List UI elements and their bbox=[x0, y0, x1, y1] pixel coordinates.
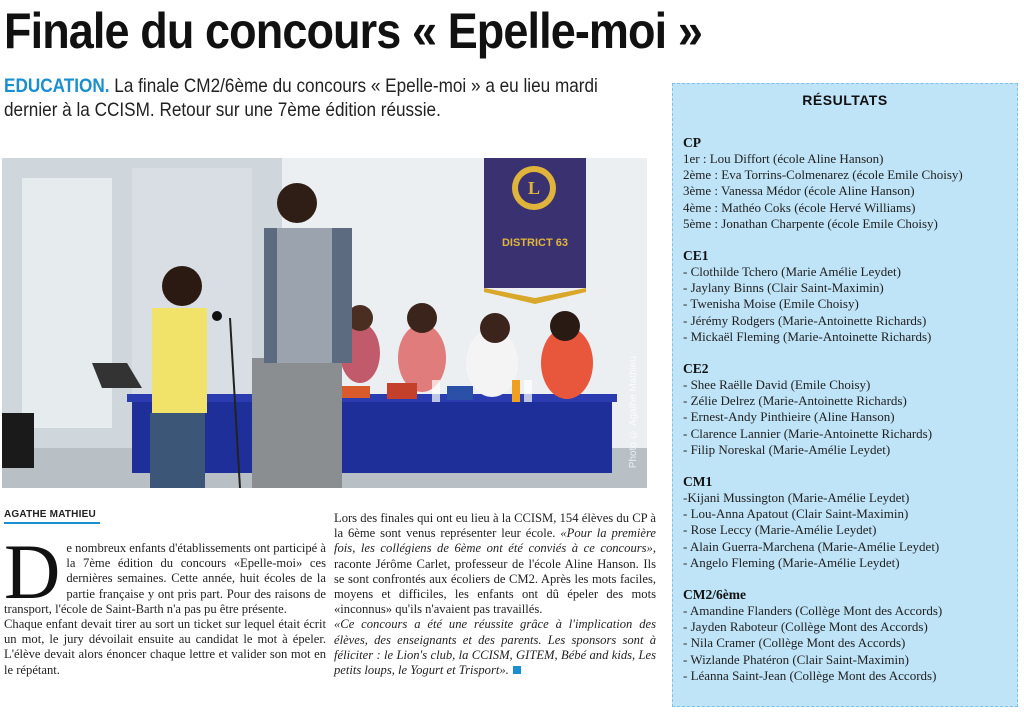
result-item: 3ème : Vanessa Médor (école Aline Hanson) bbox=[683, 183, 915, 199]
drop-cap: D bbox=[4, 528, 61, 615]
quote: «Pour la première fois, les collégiens de 6ème ont été conviés à ce concours» bbox=[334, 526, 656, 556]
results-category-cm2-6eme bbox=[683, 587, 1017, 684]
result-item: - Jérémy Rodgers (Marie-Antoinette Richards) bbox=[683, 312, 927, 328]
result-item: - Jayden Raboteur (Collège Mont des Accords) bbox=[683, 619, 928, 635]
svg-text:L: L bbox=[527, 178, 541, 198]
article-photo bbox=[2, 158, 647, 488]
result-item: - Alain Guerra-Marchena (Marie-Amélie Leydet) bbox=[683, 538, 940, 554]
paragraph bbox=[334, 617, 656, 678]
category-name: CM1 bbox=[683, 474, 713, 489]
result-item: - Nila Cramer (Collège Mont des Accords) bbox=[683, 635, 906, 651]
quote: «Ce concours a été une réussite grâce à l'implication des élèves, des enseignants et des parents. Les sponsors sont à féliciter : le Lion's club, la CCISM, GITEM, Bébé and kids, Les petits loups, le Yogurt et Trisport». bbox=[334, 617, 656, 678]
results-category-ce2 bbox=[683, 361, 1017, 458]
result-item: - Angelo Fleming (Marie-Amélie Leydet) bbox=[683, 554, 900, 570]
headline: Finale du concours « Epelle-moi » bbox=[4, 3, 702, 59]
result-item: - Clothilde Tchero (Marie Amélie Leydet) bbox=[683, 264, 901, 279]
lead-paragraph bbox=[4, 74, 655, 122]
paragraph bbox=[334, 511, 656, 617]
result-item: - Mickaël Fleming (Marie-Antoinette Richards) bbox=[683, 328, 932, 344]
result-item: - Shee Raëlle David (Emile Choisy) bbox=[683, 377, 871, 392]
category-name: CM2/6ème bbox=[683, 587, 746, 602]
result-item: - Filip Noreskal (Marie-Amélie Leydet) bbox=[683, 441, 891, 457]
result-item: - Ernest-Andy Pinthieire (Aline Hanson) bbox=[683, 409, 895, 425]
results-sidebar bbox=[672, 83, 1018, 707]
byline-rule bbox=[4, 522, 100, 524]
result-item: - Lou-Anna Apatout (Clair Saint-Maximin) bbox=[683, 506, 909, 522]
byline: AGATHE MATHIEU bbox=[4, 509, 96, 520]
photo-illustration bbox=[2, 158, 647, 488]
result-item: 5ème : Jonathan Charpente (école Emile Choisy) bbox=[683, 215, 938, 231]
lead-kicker: EDUCATION. bbox=[4, 75, 110, 97]
lead-text: La finale CM2/6ème du concours « Epelle-moi » a eu lieu mardi dernier à la CCISM. Retour sur une 7ème édition réussie. bbox=[4, 75, 598, 121]
category-name: CE2 bbox=[683, 361, 709, 376]
results-category-cm1 bbox=[683, 474, 1017, 571]
result-item: - Twenisha Moise (Emile Choisy) bbox=[683, 296, 859, 312]
result-item: 1er : Lou Diffort (école Aline Hanson) bbox=[683, 151, 884, 166]
result-item: - Amandine Flanders (Collège Mont des Accords) bbox=[683, 603, 943, 618]
result-item: - Rose Leccy (Marie-Amélie Leydet) bbox=[683, 522, 877, 538]
result-item: - Jaylany Binns (Clair Saint-Maximin) bbox=[683, 280, 884, 296]
article-column-1 bbox=[4, 528, 327, 678]
result-item: -Kijani Mussington (Marie-Amélie Leydet) bbox=[683, 490, 910, 505]
paragraph: e nombreux enfants d'établissements ont participé à la 7ème édition du concours «Epelle-moi» ces dernières semaines. Cette année, huit écoles de la partie française y ont pris part. Pour des raisons de transport, l'école de Saint-Barth n'a pas pu être présente. bbox=[4, 541, 327, 616]
results-category-ce1 bbox=[683, 248, 1017, 345]
paragraph-text: Lors des finales qui ont eu lieu à la CCISM, 154 élèves du CP à la 6ème sont venus représenter leur école. bbox=[334, 511, 656, 541]
svg-text:DISTRICT 63: DISTRICT 63 bbox=[501, 237, 569, 249]
results-title: RÉSULTATS bbox=[802, 92, 888, 108]
result-item: - Zélie Delrez (Marie-Antoinette Richards) bbox=[683, 393, 907, 409]
results-category-cp bbox=[683, 135, 1017, 232]
result-item: 2ème : Eva Torrins-Colmenarez (école Emile Choisy) bbox=[683, 167, 963, 183]
article-column-2 bbox=[334, 511, 656, 678]
result-item: - Wizlande Phatéron (Clair Saint-Maximin) bbox=[683, 651, 909, 667]
category-name: CE1 bbox=[683, 248, 709, 263]
result-item: - Clarence Lannier (Marie-Antoinette Richards) bbox=[683, 425, 933, 441]
paragraph-text: , raconte Jérôme Carlet, professeur de l'école Aline Hanson. Ils se sont confrontés aux écoliers de CM2. Après les mots faciles, moyens et difficiles, les enfants ont dû épeler des mots «inconnus» qu'ils n'avaient pas travaillés. bbox=[334, 541, 656, 617]
category-name: CP bbox=[683, 135, 701, 150]
photo-credit: Photo © Agathe Mathieu bbox=[628, 355, 639, 468]
result-item: - Léanna Saint-Jean (Collège Mont des Accords) bbox=[683, 667, 937, 683]
end-mark-icon bbox=[513, 666, 521, 674]
paragraph: Chaque enfant devait tirer au sort un ticket sur lequel était écrit un mot, le jury dévoilait ensuite au candidat le mot à épeler. L'élève devait alors énoncer chaque lettre et valider son mot en le répétant. bbox=[4, 617, 326, 677]
result-item: 4ème : Mathéo Coks (école Hervé Williams) bbox=[683, 199, 916, 215]
